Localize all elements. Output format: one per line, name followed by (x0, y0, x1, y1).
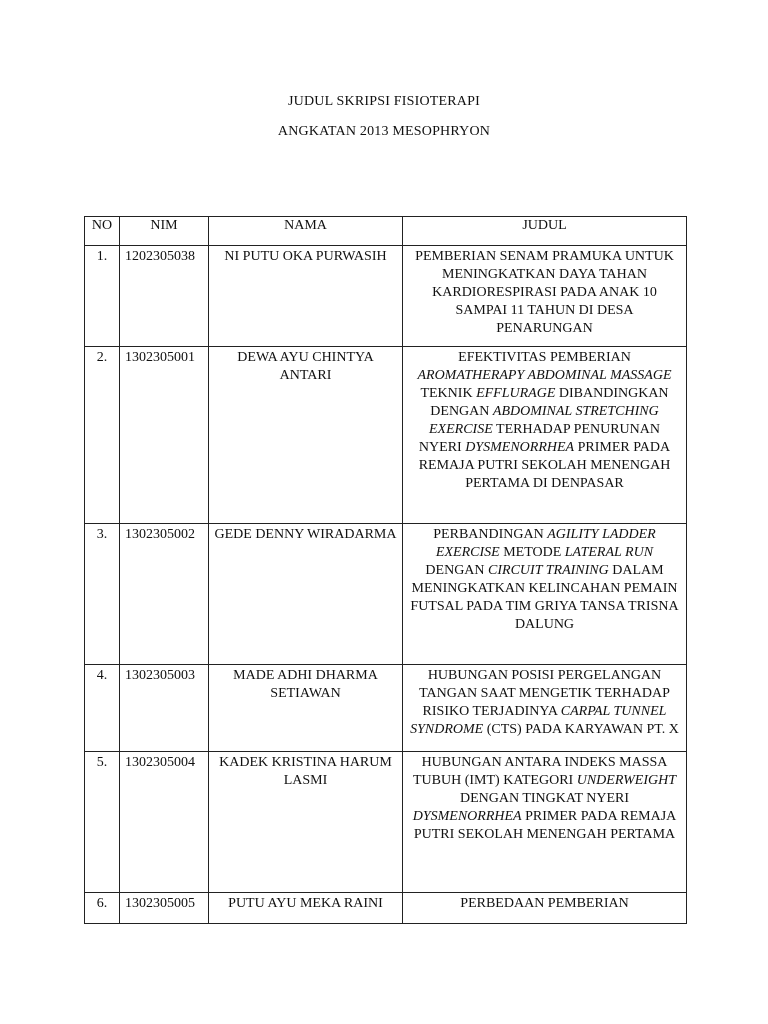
student-name: NI PUTU OKA PURWASIH (209, 246, 403, 347)
title-text-segment: PRIMER PADA REMAJA PUTRI SEKOLAH MENENGAH PERTAMA (413, 809, 677, 842)
title-text-segment: (CTS) PADA KARYAWAN PT. X (483, 722, 679, 737)
student-nim: 1302305002 (120, 524, 209, 665)
table-row (85, 665, 687, 752)
title-text-segment: PERBANDINGAN (433, 527, 548, 542)
row-number: 4. (85, 665, 120, 752)
title-text-segment: PERBEDAAN PEMBERIAN (460, 896, 629, 911)
table-row (85, 246, 687, 347)
student-nim: 1202305038 (120, 246, 209, 347)
header-judul: JUDUL (403, 217, 687, 246)
thesis-title (403, 246, 687, 347)
title-text-segment: TEKNIK (420, 386, 477, 401)
row-number: 1. (85, 246, 120, 347)
title-italic-term: UNDERWEIGHT (576, 773, 676, 788)
student-name: KADEK KRISTINA HARUM LASMI (209, 752, 403, 893)
student-nim: 1302305005 (120, 893, 209, 924)
row-number: 6. (85, 893, 120, 924)
student-nim: 1302305003 (120, 665, 209, 752)
title-text-segment: METODE (499, 545, 565, 560)
title-text-segment: TERHADAP PENURUNAN NYERI (418, 422, 660, 455)
title-text-segment: PRIMER PADA REMAJA PUTRI SEKOLAH MENENGAH PERTAMA DI DENPASAR (418, 440, 671, 491)
title-text-segment: DENGAN TINGKAT NYERI (459, 791, 630, 806)
title-text-segment: EFEKTIVITAS PEMBERIAN (458, 350, 631, 365)
student-name: DEWA AYU CHINTYA ANTARI (209, 347, 403, 524)
document-title: JUDUL SKRIPSI FISIOTERAPI (288, 94, 480, 109)
document-subtitle: ANGKATAN 2013 MESOPHRYON (277, 124, 491, 139)
title-text-segment: DIBANDINGKAN DENGAN (430, 386, 669, 419)
thesis-title (403, 752, 687, 893)
student-nim: 1302305001 (120, 347, 209, 524)
title-italic-term: DYSMENORRHEA (465, 440, 575, 455)
row-number: 3. (85, 524, 120, 665)
thesis-title (403, 347, 687, 524)
row-number: 5. (85, 752, 120, 893)
table-header-row (85, 217, 687, 246)
table-row (85, 347, 687, 524)
title-italic-term: CARPAL TUNNEL SYNDROME (410, 704, 667, 737)
title-italic-term: AGILITY LADDER EXERCISE (435, 527, 656, 560)
row-number: 2. (85, 347, 120, 524)
student-name: GEDE DENNY WIRADARMA (209, 524, 403, 665)
title-italic-term: CIRCUIT TRAINING (488, 563, 609, 578)
thesis-table (84, 216, 687, 924)
title-italic-term: EFFLURAGE (476, 386, 556, 401)
student-nim: 1302305004 (120, 752, 209, 893)
title-italic-term: LATERAL RUN (564, 545, 654, 560)
title-italic-term: ABDOMINAL STRETCHING EXERCISE (429, 404, 659, 437)
student-name: MADE ADHI DHARMA SETIAWAN (209, 665, 403, 752)
title-italic-term: DYSMENORRHEA (412, 809, 522, 824)
thesis-title (403, 665, 687, 752)
title-text-segment: PEMBERIAN SENAM PRAMUKA UNTUK MENINGKATKAN DAYA TAHAN KARDIORESPIRASI PADA ANAK 10 SAMPAI 11 TAHUN DI DESA PENARUNGAN (415, 249, 674, 336)
header-no: NO (85, 217, 120, 246)
title-text-segment: DALAM MENINGKATKAN KELINCAHAN PEMAIN FUTSAL PADA TIM GRIYA TANSA TRISNA DALUNG (410, 563, 679, 632)
title-italic-term: AROMATHERAPY ABDOMINAL MASSAGE (417, 368, 672, 383)
title-text-segment: HUBUNGAN POSISI PERGELANGAN TANGAN SAAT MENGETIK TERHADAP RISIKO TERJADINYA (419, 668, 670, 719)
thesis-title (403, 893, 687, 924)
title-text-segment: DENGAN (425, 563, 489, 578)
student-name: PUTU AYU MEKA RAINI (209, 893, 403, 924)
header-nama: NAMA (209, 217, 403, 246)
header-nim: NIM (120, 217, 209, 246)
table-row (85, 893, 687, 924)
thesis-title (403, 524, 687, 665)
title-text-segment: HUBUNGAN ANTARA INDEKS MASSA TUBUH (IMT) KATEGORI (413, 755, 668, 788)
table-row (85, 524, 687, 665)
table-row (85, 752, 687, 893)
